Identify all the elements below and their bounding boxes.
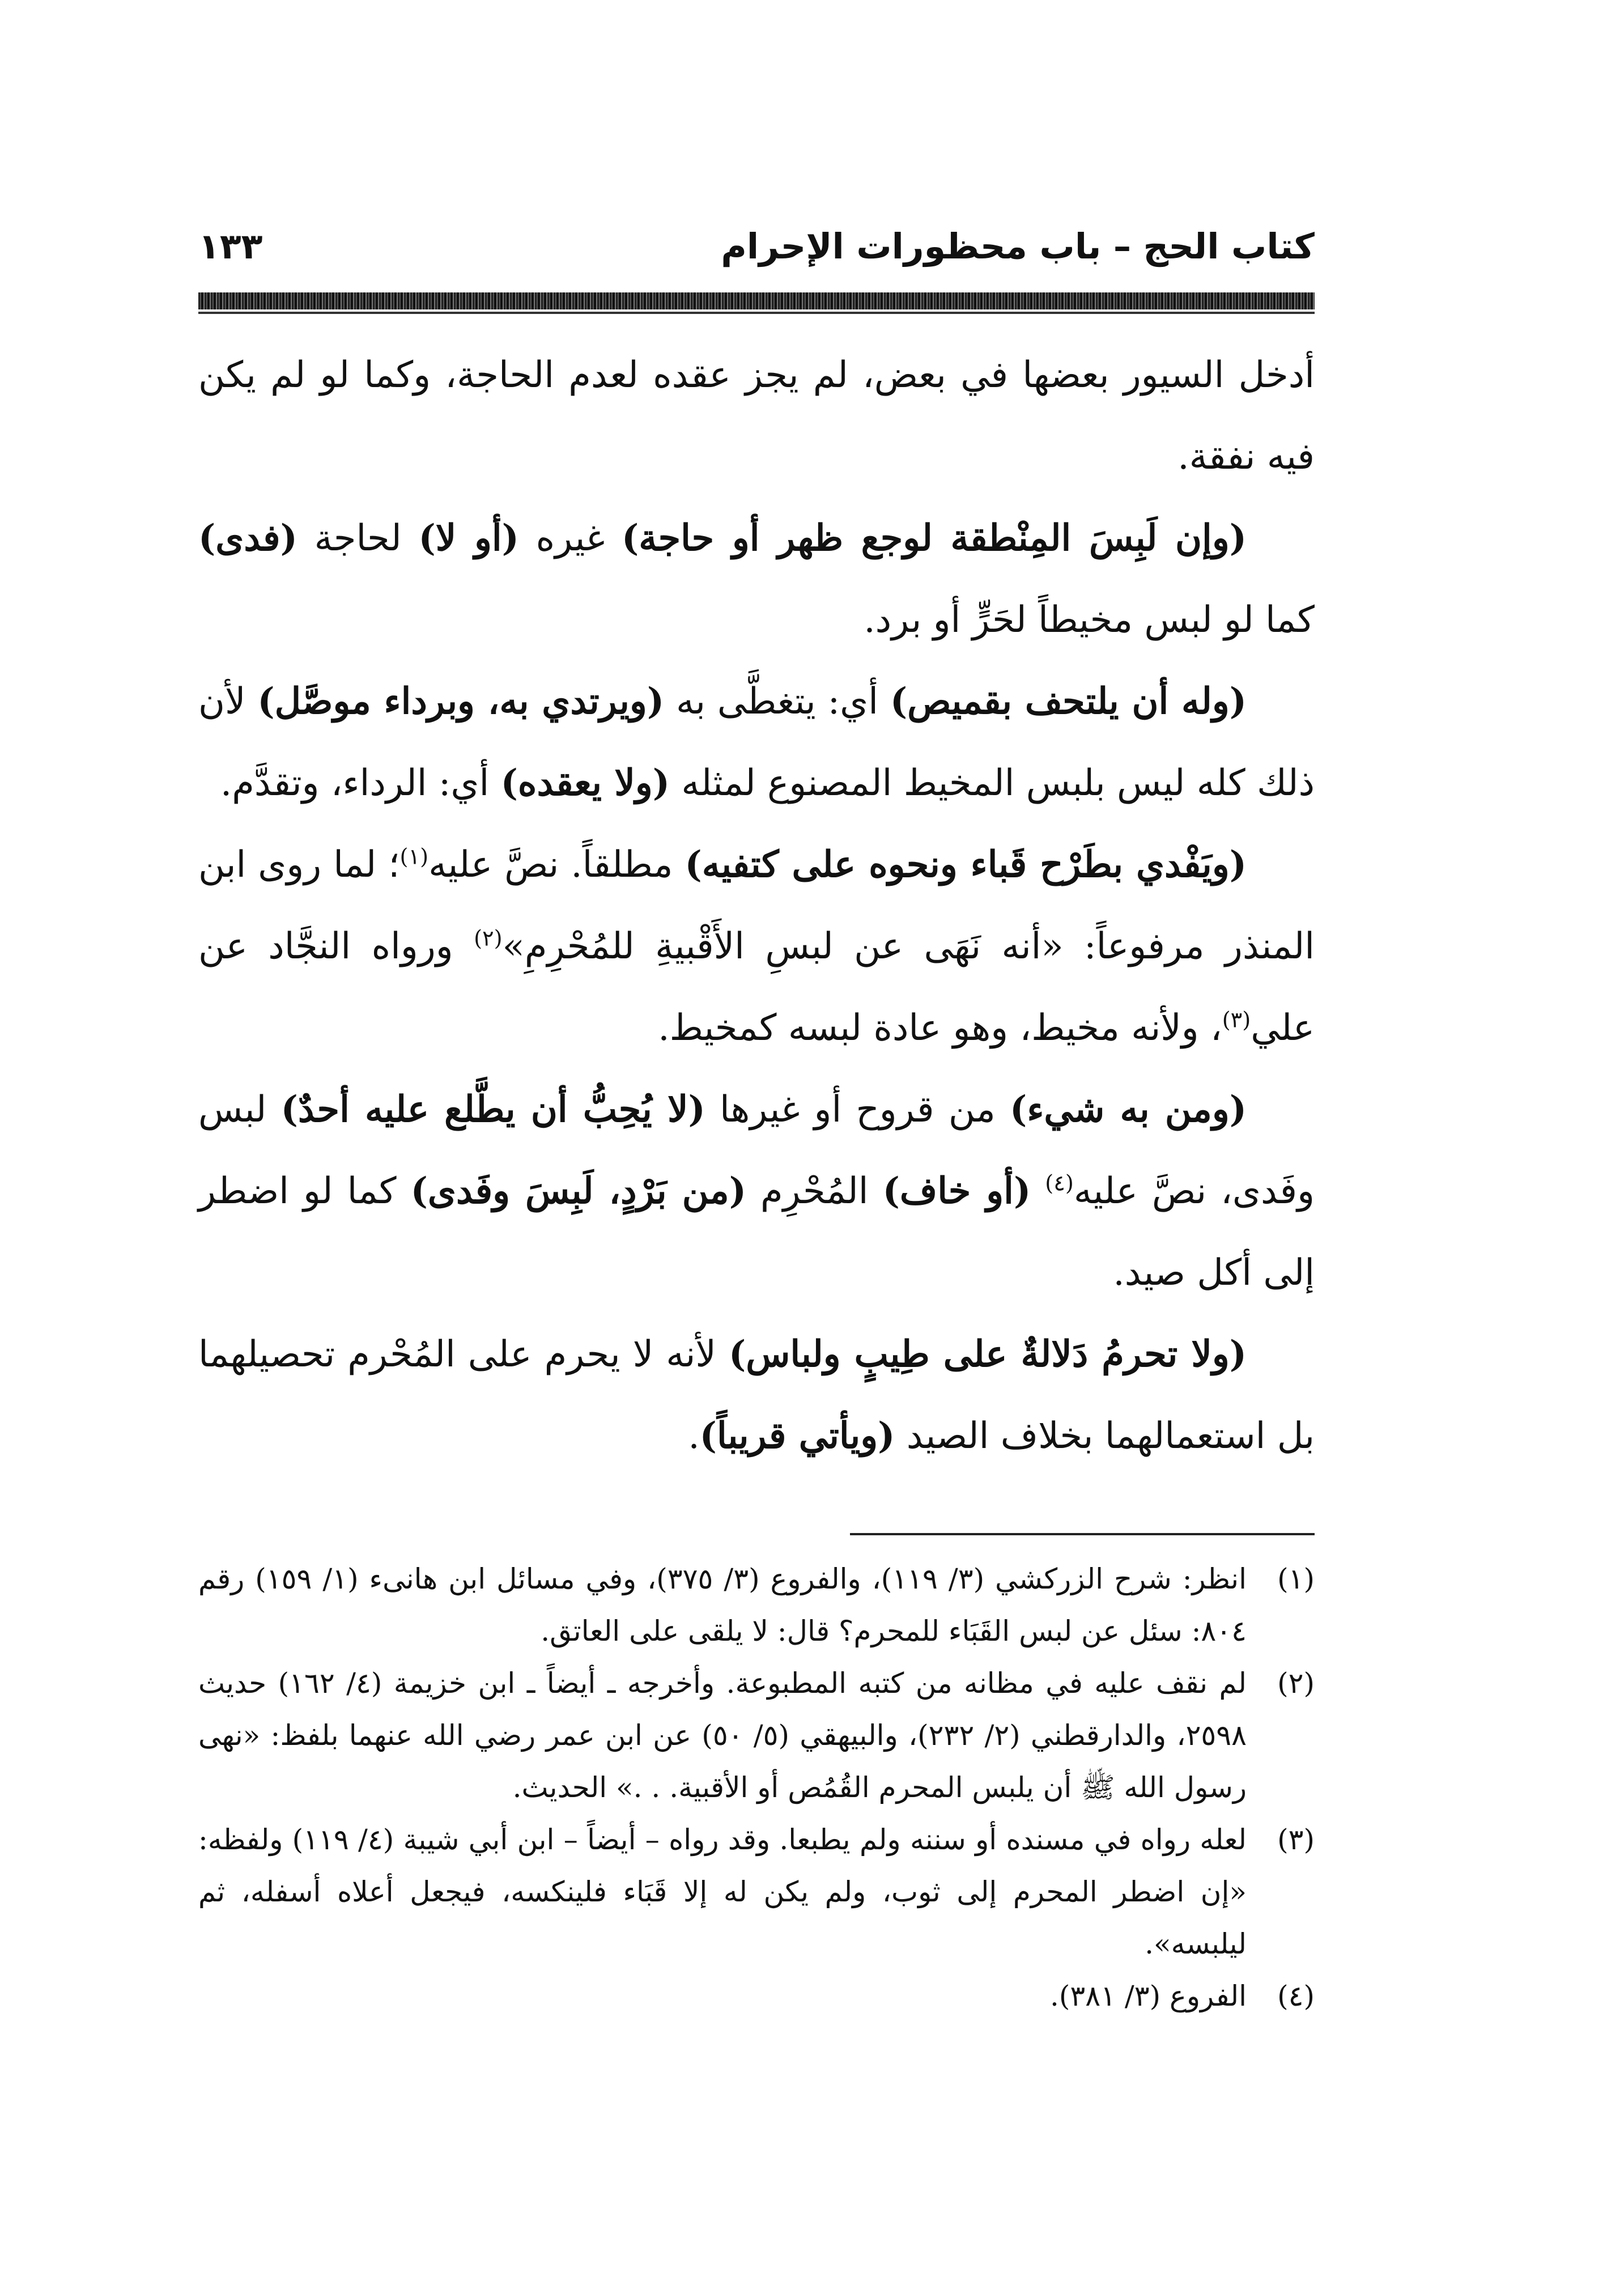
matn-text: (ويأتي قريباً) [699, 1415, 895, 1457]
footnote-number: (٣) [1277, 1823, 1315, 1856]
matn-text: (وله أن يلتحف بقميص) [890, 680, 1247, 723]
matn-text: (لا يُحِبُّ أن يطَّلع عليه أحدٌ) [280, 1088, 705, 1131]
matn-text: (ولا يعقده) [500, 762, 670, 804]
matn-text: (ويَفْدي بطَرْح قَباء ونحوه على كتفيه) [685, 843, 1247, 886]
header-rule [198, 292, 1315, 309]
paragraph [198, 1069, 1315, 1314]
sharh-text: ، ولأنه مخيط، وهو عادة لبسه كمخيط. [658, 1007, 1222, 1049]
page-header [198, 224, 1315, 269]
footnote-number: (٢) [1277, 1667, 1315, 1700]
footnote [198, 1814, 1315, 1970]
sharh-text: لبس وفَدى، نصَّ عليه [198, 1089, 1315, 1212]
header-rule-thin [198, 312, 1315, 314]
footnote-reference: (١) [399, 844, 429, 870]
footnote-text: انظر: شرح الزركشي (٣/ ١١٩)، والفروع (٣/ ٣٧٥)، وفي مسائل ابن هانىء (١/ ١٥٩) رقم ٨٠٤: سئل عن لبس القَبَاء للمحرم؟ قال: لا يلقى على العاتق. [198, 1562, 1247, 1647]
footnote-reference: (٤) [1045, 1170, 1074, 1196]
matn-text: (ومن به شيء) [1010, 1088, 1247, 1131]
footnote-separator [850, 1533, 1315, 1535]
matn-text: (فدى) [198, 517, 297, 559]
sharh-text: أي: الرداء، وتقدَّم. [220, 762, 501, 804]
matn-text: (أو خاف) [882, 1170, 1031, 1212]
sharh-text: . [688, 1415, 700, 1457]
footnote-text: لعله رواه في مسنده أو سننه ولم يطبعا. وقد رواه – أيضاً – ابن أبي شيبة (٤/ ١١٩) ولفظه: «إن اضطر المحرم إلى ثوب، ولم يكن له إلا قَبَاء فلينكسه، فيجعل أعلاه أسفله، ثم ليلبسه». [198, 1823, 1247, 1960]
footnote [198, 1970, 1315, 2022]
sharh-text: المُحْرِم [746, 1170, 883, 1212]
matn-text: (ولا تحرمُ دَلالةٌ على طِيبٍ ولباس) [728, 1333, 1247, 1375]
paragraph [198, 498, 1315, 661]
sharh-text: غيره [518, 517, 622, 559]
sharh-text: لأن ذلك كله ليس بلبس المخيط المصنوع لمثله [198, 681, 1315, 804]
sharh-text: كما لو لبس مخيطاً لحَرٍّ أو برد. [864, 599, 1315, 641]
matn-text: (وإن لَبِسَ المِنْطقة لوجع ظهر أو حاجة) [622, 517, 1247, 559]
sharh-text [1031, 1170, 1045, 1212]
paragraph [198, 334, 1315, 498]
footnote-text: الفروع (٣/ ٣٨١). [1050, 1980, 1247, 2012]
footnote-reference: (٢) [474, 925, 503, 952]
paragraph [198, 824, 1315, 1069]
sharh-text: لحاجة [297, 517, 419, 559]
page-number: ١٣٣ [198, 226, 263, 267]
footnote-number: (٤) [1277, 1980, 1315, 2012]
sharh-text: ؛ لما روى ابن المنذر مرفوعاً: «أنه نَهَى عن لبسِ الأَقْبيةِ للمُحْرِمِ» [198, 844, 1315, 967]
sharh-text: مطلقاً. نصَّ عليه [428, 844, 685, 886]
footnote [198, 1553, 1315, 1657]
footnote-text: لم نقف عليه في مظانه من كتبه المطبوعة. وأخرجه ـ أيضاً ـ ابن خزيمة (٤/ ١٦٢) حديث ٢٥٩٨، والدارقطني (٢/ ٢٣٢)، والبيهقي (٥/ ٥٠) عن ابن عمر رضي الله عنهما بلفظ: «نهى رسول الله ﷺ أن يلبس المحرم القُمُص أو الأقبية. . .» الحديث. [198, 1667, 1247, 1804]
paragraph [198, 1314, 1315, 1477]
footnote-reference: (٣) [1222, 1007, 1251, 1033]
sharh-text: من قروح أو غيرها [705, 1089, 1010, 1131]
matn-text: (أو لا) [418, 517, 519, 559]
matn-text: (من بَرْدٍ، لَبِسَ وفَدى) [410, 1170, 746, 1212]
footnote [198, 1657, 1315, 1814]
sharh-text: ورواه النجَّاد عن علي [198, 925, 1315, 1049]
sharh-text: أي: يتغطَّى به [664, 681, 890, 723]
sharh-text: كما لو اضطر إلى أكل صيد. [198, 1170, 1315, 1294]
sharh-text: لأنه لا يحرم على المُحْرم تحصيلهما بل استعمالهما بخلاف الصيد [198, 1334, 1315, 1457]
running-title: كتاب الحج – باب محظورات الإحرام [721, 226, 1315, 267]
footnote-number: (١) [1277, 1562, 1315, 1595]
main-text [198, 334, 1315, 1477]
footnotes [198, 1553, 1315, 2022]
sharh-text: أدخل السيور بعضها في بعض، لم يجز عقده لعدم الحاجة، وكما لو لم يكن فيه نفقة. [198, 354, 1315, 478]
matn-text: (ويرتدي به، وبرداء موصَّل) [257, 680, 665, 723]
paragraph [198, 661, 1315, 824]
